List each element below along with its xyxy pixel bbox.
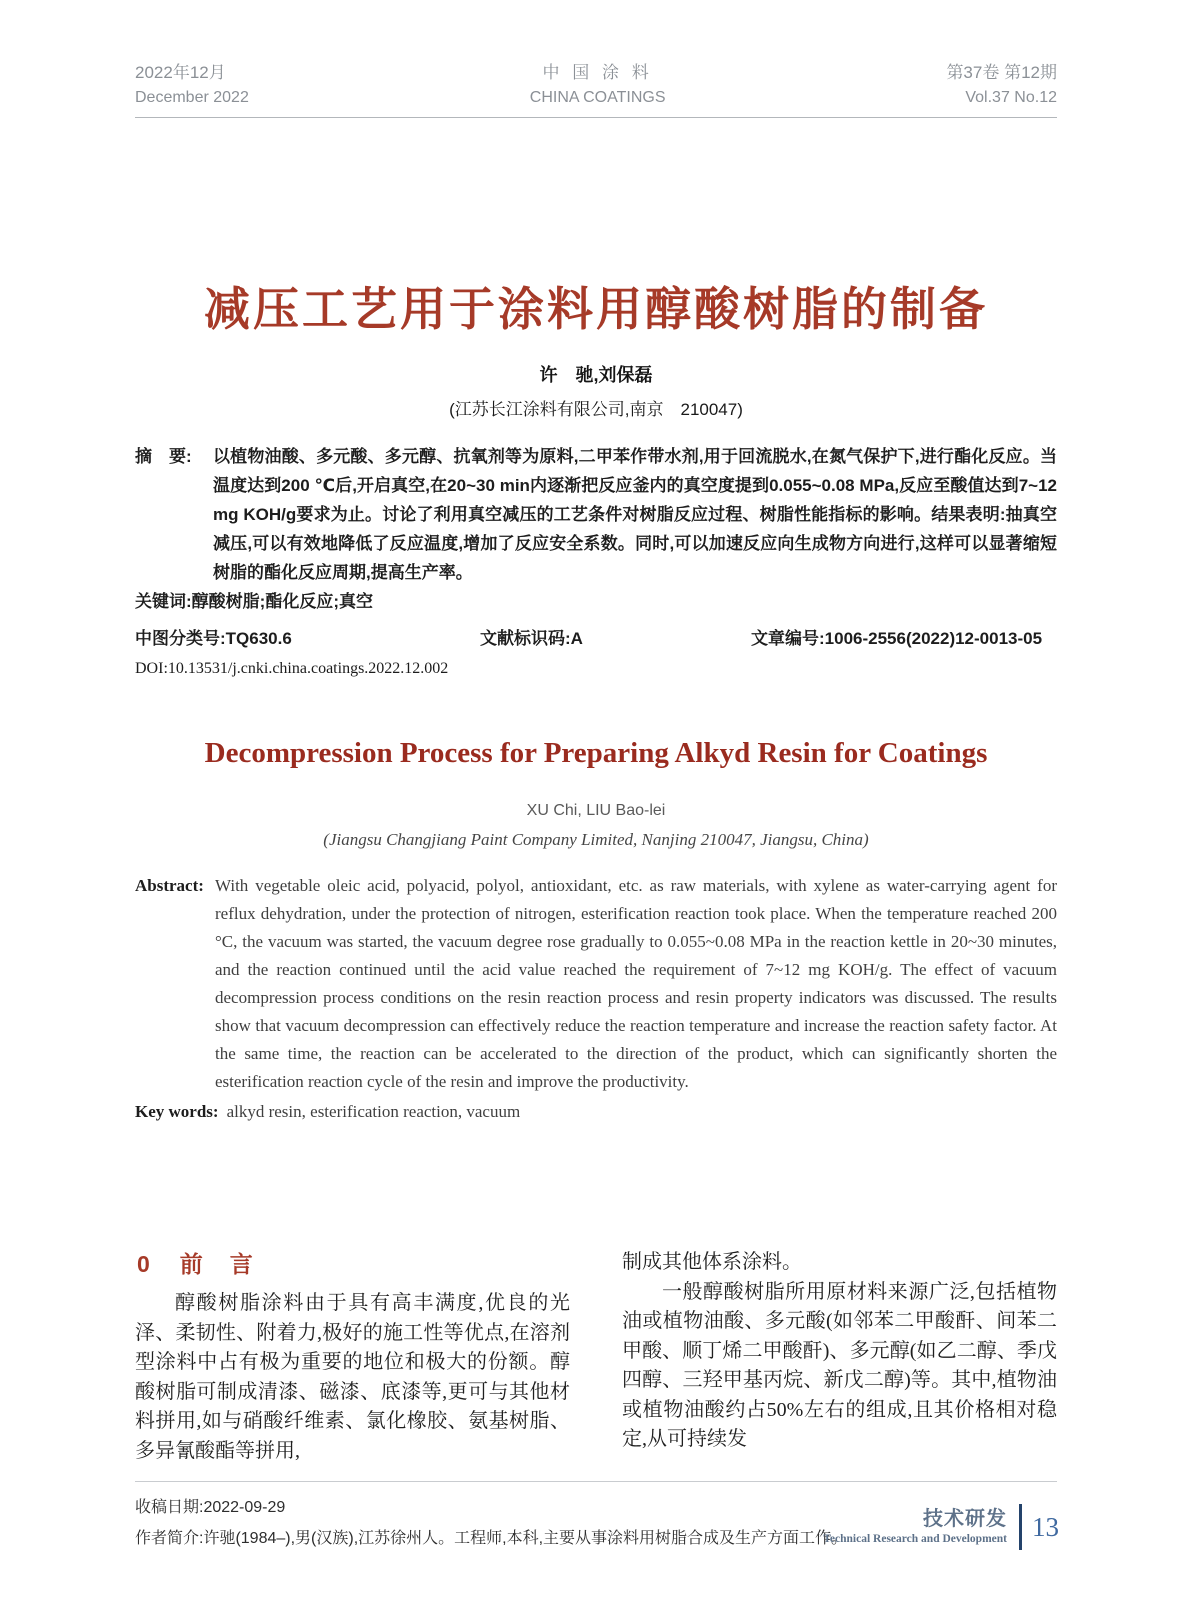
masthead-journal-en: CHINA COATINGS [529,89,666,106]
masthead-journal-cn: 中 国 涂 料 [542,63,653,82]
masthead-issue-en: Vol.37 No.12 [965,89,1057,106]
keywords-cn-text: 醇酸树脂;酯化反应;真空 [191,592,373,611]
journal-masthead [135,60,1057,118]
column-name [823,1508,1007,1546]
affiliation-en: (Jiangsu Changjiang Paint Company Limited, Nanjing 210047, Jiangsu, China) [323,830,869,849]
masthead-date-cn: 2022年12月 [135,63,226,82]
masthead-date [135,60,249,110]
article-title-cn: 减压工艺用于涂料用醇酸树脂的制备 [204,283,988,335]
body-column-left [135,1248,570,1466]
footer-divider-bar [1019,1504,1022,1550]
abstract-en [135,872,1057,1096]
keywords-en [135,1098,1057,1126]
abstract-cn [135,442,1057,587]
abstract-cn-label: 摘 要: [135,447,192,466]
article-id: 文章编号:1006-2556(2022)12-0013-05 [751,629,1043,648]
column-name-cn: 技术研发 [923,1508,1007,1531]
body-columns [135,1248,1057,1466]
keywords-cn [135,587,1057,616]
keywords-cn-label: 关键词: [135,592,192,611]
affiliation-cn: (江苏长江涂料有限公司,南京 210047) [449,400,743,419]
document-code: 文献标识码:A [480,629,583,648]
column-name-en: Technical Research and Development [823,1533,1007,1546]
section-title: 前 言 [179,1251,255,1277]
article-title-en: Decompression Process for Preparing Alkyd Resin for Coatings [204,737,988,769]
body-paragraph: 一般醇酸树脂所用原材料来源广泛,包括植物油或植物油酸、多元酸(如邻苯二甲酸酐、间苯二甲酸、顺丁烯二甲酸酐)、多元醇(如乙二醇、季戊四醇、三羟甲基丙烷、新戊二醇)等。其中,植物油或植物油酸约占50%左右的组成,且其价格相对稳定,从可持续发 [622,1280,1057,1450]
author-bio: 作者简介:许驰(1984–),男(汉族),江苏徐州人。工程师,本科,主要从事涂料用树脂合成及生产方面工作。 [135,1530,848,1547]
doi: DOI:10.13531/j.cnki.china.coatings.2022.12.002 [135,660,449,677]
received-date: 收稿日期:2022-09-29 [135,1499,286,1516]
masthead-issue-cn: 第37卷 第12期 [946,63,1057,82]
body-paragraph: 醇酸树脂涂料由于具有高丰满度,优良的光泽、柔韧性、附着力,极好的施工性等优点,在溶剂型涂料中占有极为重要的地位和极大的份额。醇酸树脂可制成清漆、磁漆、底漆等,更可与其他材料拼用,如与硝酸纤维素、氯化橡胶、氨基树脂、多异氰酸酯等拼用, [135,1292,570,1462]
clc-number: 中图分类号:TQ630.6 [135,629,292,648]
page-number: 13 [1032,1511,1059,1542]
keywords-en-text: alkyd resin, esterification reaction, vacuum [226,1102,521,1121]
classification-row [135,624,1057,652]
authors-en: XU Chi, LIU Bao-lei [526,802,666,819]
masthead-issue [946,60,1057,110]
abstract-en-label: Abstract: [135,876,204,895]
keywords-en-label: Key words: [135,1102,219,1121]
section-number: 0 [137,1251,150,1277]
abstract-cn-text: 以植物油酸、多元酸、多元醇、抗氧剂等为原料,二甲苯作带水剂,用于回流脱水,在氮气保护下,进行酯化反应。当温度达到200 ℃后,开启真空,在20~30 min内逐渐把反应釜内的真空度提到0.055~0.08 MPa,反应至酸值达到7~12 mg KOH/g要求为止。讨论了利用真空减压的工艺条件对树脂反应过程、树脂性能指标的影响。结果表明:抽真空减压,可以有效地降低了反应温度,增加了反应安全系数。同时,可以加速反应向生成物方向进行,这样可以显著缩短树脂的酯化反应周期,提高生产率。 [213,447,1057,582]
authors-cn: 许 驰,刘保磊 [539,365,653,385]
masthead-date-en: December 2022 [135,89,249,106]
body-paragraph: 制成其他体系涂料。 [622,1251,802,1273]
page-footer [823,1504,1059,1550]
section-heading-intro [137,1248,570,1280]
abstract-en-text: With vegetable oleic acid, polyacid, polyol, antioxidant, etc. as raw materials, with xylene as water-carrying agent for reflux dehydration, under the protection of nitrogen, esterification reaction took place. When the temperature reached 200 °C, the vacuum was started, the vacuum degree rose gradually to 0.055~0.08 MPa in the reaction kettle in 20~30 minutes, and the reaction continued until the acid value reached the requirement of 7~12 mg KOH/g. The effect of vacuum decompression process conditions on the resin reaction process and resin property indicators was discussed. The results show that vacuum decompression can effectively reduce the reaction temperature and increase the reaction safety factor. At the same time, the reaction can be accelerated to the direction of the product, which can significantly shorten the esterification reaction cycle of the resin and improve the productivity. [215,876,1057,1091]
masthead-journal [530,60,666,110]
body-column-right [622,1248,1057,1466]
